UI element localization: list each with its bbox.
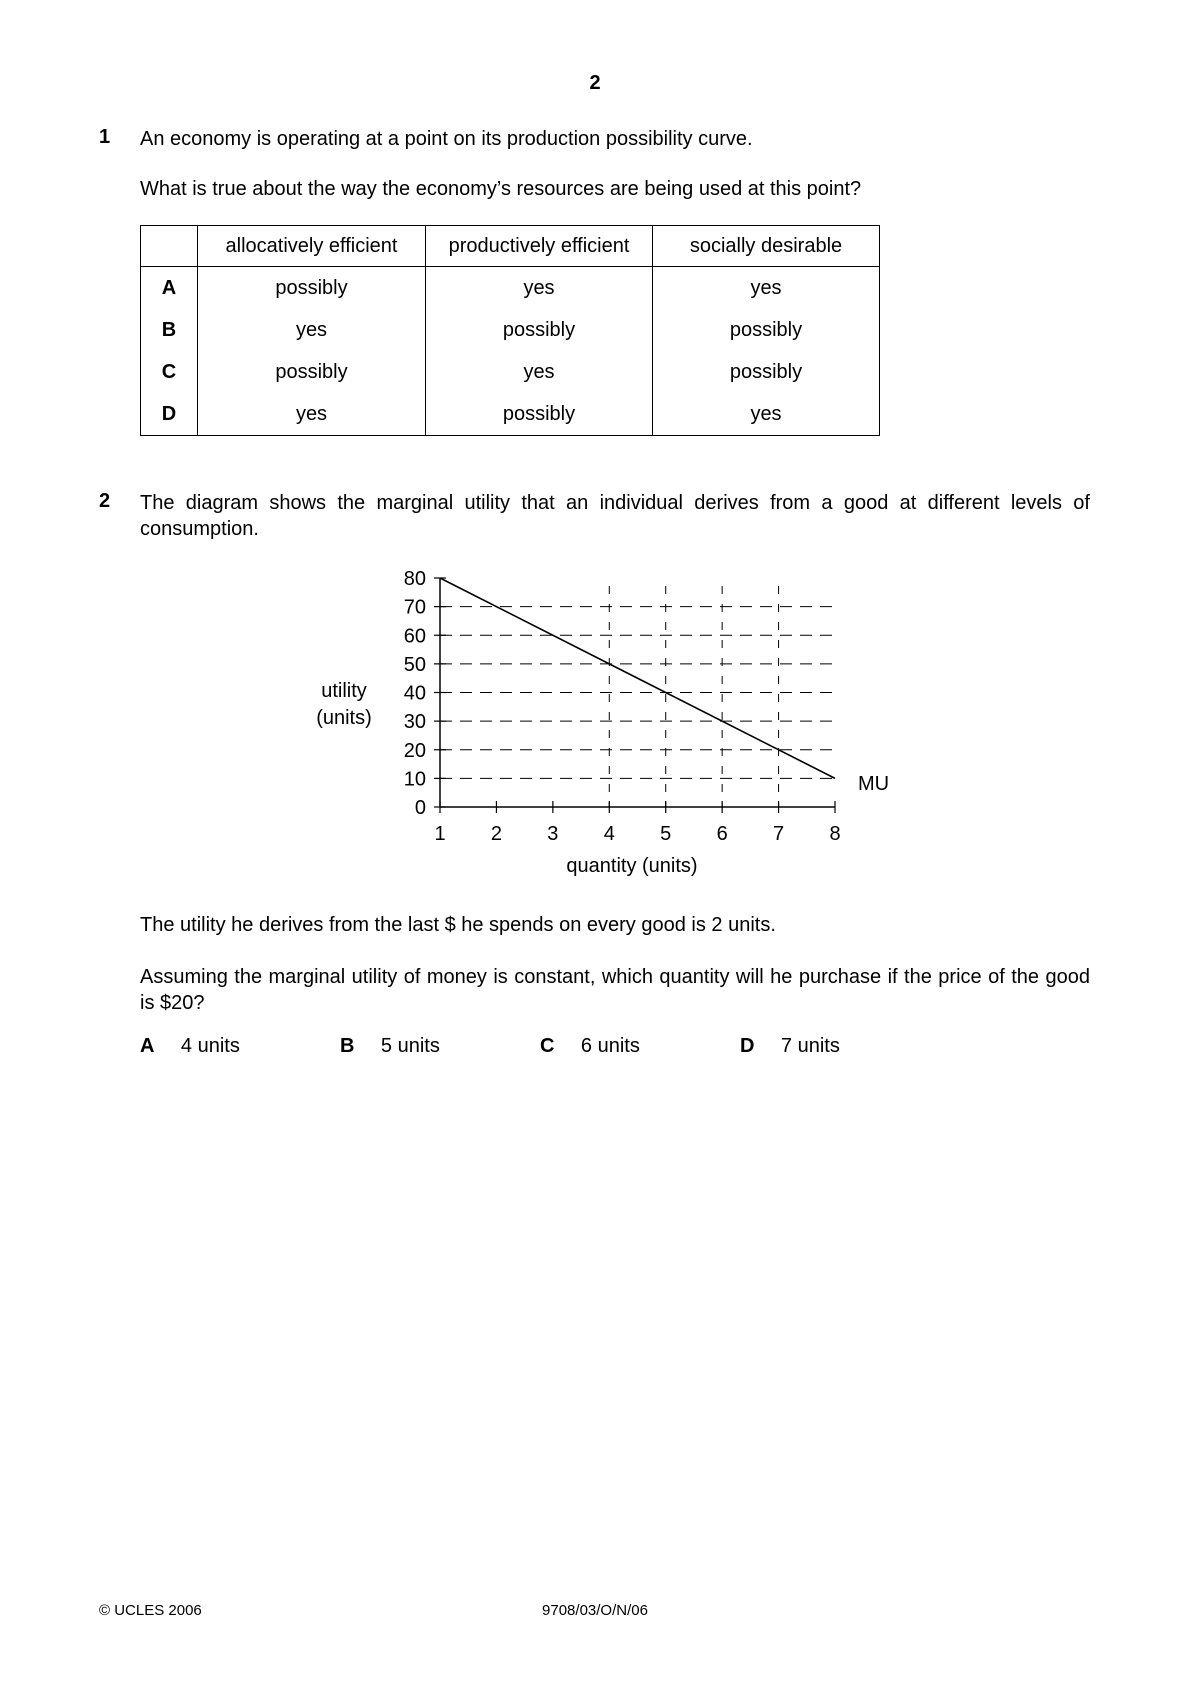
table-cell: possibly	[426, 309, 653, 351]
table-cell: yes	[653, 267, 880, 310]
option-letter: C	[540, 1035, 555, 1057]
answer-option-a	[140, 1035, 240, 1058]
chart-series	[440, 578, 835, 778]
table-row	[141, 393, 880, 436]
table-row	[141, 309, 880, 351]
table-header-productive: productively efficient	[426, 226, 653, 267]
question-2-text-1: The utility he derives from the last $ he spends on every good is 2 units.	[140, 914, 776, 936]
option-text: 5 units	[380, 1035, 440, 1057]
table-cell: yes	[426, 351, 653, 393]
chart-grid	[440, 586, 840, 807]
option-letter: C	[141, 351, 198, 393]
option-letter: D	[740, 1035, 755, 1057]
answer-option-d	[740, 1035, 840, 1058]
table-cell: possibly	[426, 393, 653, 436]
table-cell: yes	[653, 393, 880, 436]
option-text: 4 units	[180, 1035, 240, 1057]
y-tick-label-80: 80	[403, 568, 426, 590]
answer-option-b	[340, 1035, 440, 1058]
footer-copyright: © UCLES 2006	[99, 1602, 202, 1619]
option-text: 7 units	[780, 1035, 840, 1057]
table-row	[141, 351, 880, 393]
y-tick-label-70: 70	[403, 596, 426, 619]
series-line-mu	[440, 578, 835, 778]
question-2-number: 2	[99, 490, 111, 512]
x-tick-label-8: 8	[829, 823, 841, 845]
chart-axes	[404, 568, 841, 845]
y-tick-label-20: 20	[403, 739, 426, 762]
table-row	[141, 267, 880, 310]
option-letter: B	[141, 309, 198, 351]
option-letter: B	[340, 1035, 355, 1057]
table-cell: possibly	[198, 267, 426, 310]
option-letter: A	[141, 267, 198, 310]
table-header-blank	[141, 226, 198, 267]
option-letter: D	[141, 393, 198, 436]
option-letter: A	[140, 1035, 155, 1057]
answer-table	[140, 225, 880, 436]
y-tick-label-30: 30	[403, 711, 426, 734]
question-2-text-2: Assuming the marginal utility of money is constant, which quantity will he purchase if the price of the good is $20?	[140, 966, 1090, 1014]
mu-chart	[290, 560, 930, 900]
table-cell: possibly	[653, 351, 880, 393]
footer-code: 9708/03/O/N/06	[542, 1602, 648, 1619]
x-tick-label-4: 4	[603, 823, 615, 845]
question-1-number: 1	[99, 126, 111, 148]
y-tick-label-60: 60	[403, 625, 426, 648]
y-axis-label-line-2: (units)	[316, 707, 372, 729]
table-header-row	[141, 226, 880, 267]
x-tick-label-6: 6	[716, 823, 728, 845]
option-text: 6 units	[580, 1035, 640, 1057]
question-1-question: What is true about the way the economy’s resources are being used at this point?	[140, 178, 862, 200]
x-axis-label: quantity (units)	[566, 855, 698, 877]
y-tick-label-50: 50	[403, 653, 426, 676]
question-2-stem: The diagram shows the marginal utility that an individual derives from a good at different levels of consumption.	[140, 492, 1090, 540]
x-tick-label-1: 1	[434, 823, 446, 845]
table-cell: possibly	[198, 351, 426, 393]
y-tick-label-0: 0	[414, 797, 426, 819]
y-axis-label-line-1: utility	[321, 680, 367, 702]
table-cell: yes	[198, 393, 426, 436]
page-number: 2	[589, 72, 601, 94]
table-cell: yes	[198, 309, 426, 351]
series-label-mu: MU	[858, 773, 890, 795]
x-tick-label-7: 7	[773, 823, 785, 845]
x-tick-label-3: 3	[547, 823, 559, 845]
table-header-allocative: allocatively efficient	[198, 226, 426, 267]
x-tick-label-5: 5	[660, 823, 672, 845]
x-tick-label-2: 2	[490, 823, 502, 845]
y-tick-label-10: 10	[403, 768, 426, 791]
table-cell: yes	[426, 267, 653, 310]
y-tick-label-40: 40	[403, 682, 426, 705]
answer-option-c	[540, 1035, 640, 1058]
table-cell: possibly	[653, 309, 880, 351]
table-header-social: socially desirable	[653, 226, 880, 267]
question-1-stem: An economy is operating at a point on its production possibility curve.	[140, 128, 753, 150]
